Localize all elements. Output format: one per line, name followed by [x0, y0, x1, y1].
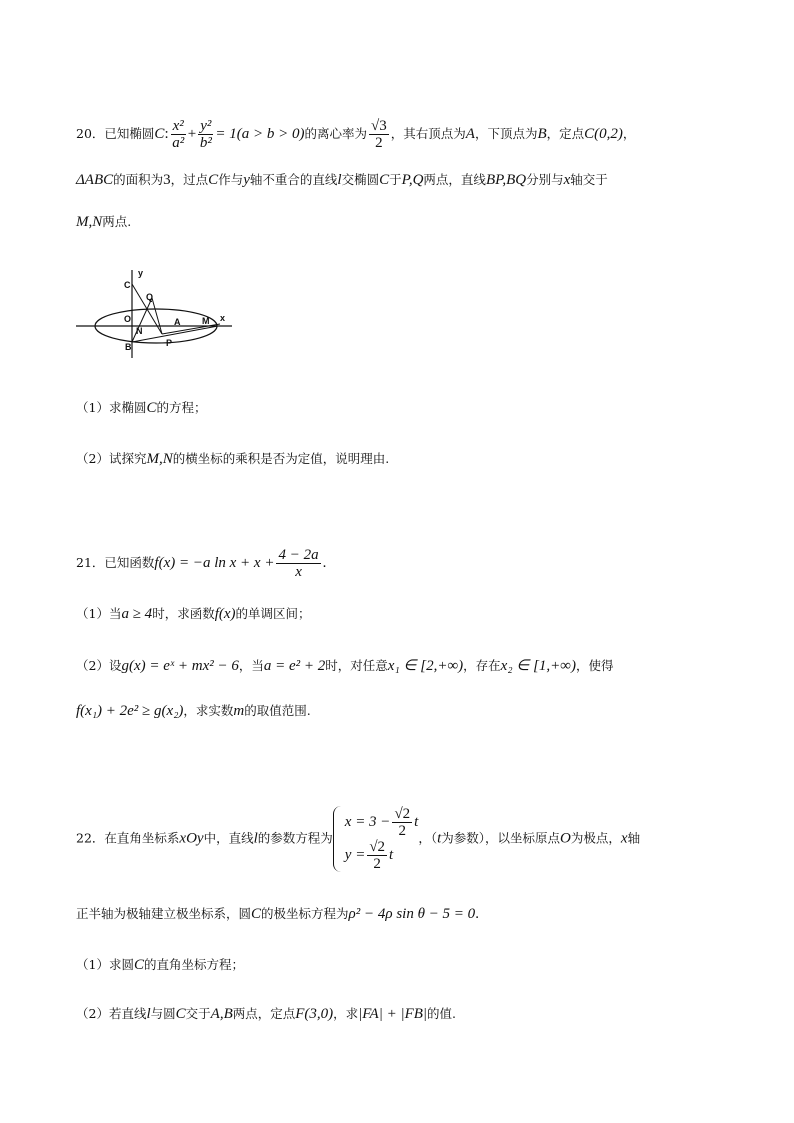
- ellipse-figure: [70, 262, 240, 362]
- fraction-4-2a-x: $\frac{4 - 2a}{x}$: [278, 547, 319, 580]
- q22-line2: 正半轴为极轴建立极坐标系，圆C的极坐标方程为ρ² − 4ρ sin θ − 5 = 0.: [76, 906, 479, 922]
- fig-label-m: M: [202, 316, 210, 326]
- fig-label-p: P: [166, 338, 173, 348]
- q22-sub2: （2）若直线l与圆C交于A,B两点，定点F(3,0)，求|FA| + |FB|的值.: [76, 1006, 457, 1022]
- fig-label-y: y: [138, 268, 144, 278]
- q21-number: 21．: [76, 555, 105, 570]
- fraction-sqrt3-2: $\frac{√3}{2}$: [371, 118, 387, 151]
- fig-label-n: N: [136, 326, 143, 336]
- q21-line1: 21．已知函数f(x) = −a ln x + x + $\frac{4 - 2a}{x}$ .: [76, 547, 327, 580]
- q22-number: 22．: [76, 830, 105, 846]
- fig-label-a: A: [174, 317, 181, 327]
- fraction-y2-b2: $\frac{\text{y²}}{\text{b²}}$: [199, 118, 212, 151]
- q20-line2: ΔABC的面积为3，过点C作与y轴不重合的直线l交椭圆C于P,Q两点，直线BP,BQ分别与x轴交于: [76, 172, 608, 188]
- q21-line5: f(x₁) + 2e² ≥ g(x₂)，求实数m的取值范围.: [76, 703, 311, 719]
- fig-label-o: O: [124, 314, 132, 324]
- fraction-x2-a2: $\frac{\text{x²}}{\text{a²}}$: [172, 118, 185, 151]
- fig-label-b: B: [125, 342, 132, 352]
- fig-label-c: C: [124, 280, 131, 290]
- fig-label-q: Q: [146, 292, 154, 302]
- q21-sub1: （1）当a ≥ 4时，求函数f(x)的单调区间；: [76, 606, 311, 622]
- q21-sub2: （2）设g(x) = eˣ + mx² − 6，当a = e² + 2时，对任意x₁ ∈ [2,+∞)，存在x₂ ∈ [1,+∞)，使得: [76, 658, 614, 674]
- fig-label-x: x: [220, 313, 226, 323]
- parametric-system: x = 3 − $\frac{√2}{2}$ t y = $\frac{√2}{2}$ t: [333, 806, 419, 872]
- q20-number: 20．: [76, 126, 105, 141]
- q20-sub1: （1）求椭圆C的方程；: [76, 400, 207, 416]
- q20-line1: 20．已知椭圆C: $\frac{\text{x²}}{\text{a²}}$ + $\frac{\text{y²}}{\text{b²}}$ = 1(a > b > 0)的离心率为 $\frac{√3}{2}$ ，其右顶点为A，下顶点为B，定点C(0,2)，: [76, 118, 636, 151]
- q22-line1: 22．在直角坐标系xOy中，直线l的参数方程为 x = 3 − $\frac{√2}{2}$ t y = $\frac{√2}{2}$ t ，（t为参数），以坐标原点O为极点，x轴: [76, 806, 641, 872]
- q22-sub1: （1）求圆C的直角坐标方程；: [76, 957, 244, 973]
- q20-line3: M,N两点.: [76, 214, 132, 230]
- q20-sub2: （2）试探究M,N的横坐标的乘积是否为定值，说明理由.: [76, 451, 390, 467]
